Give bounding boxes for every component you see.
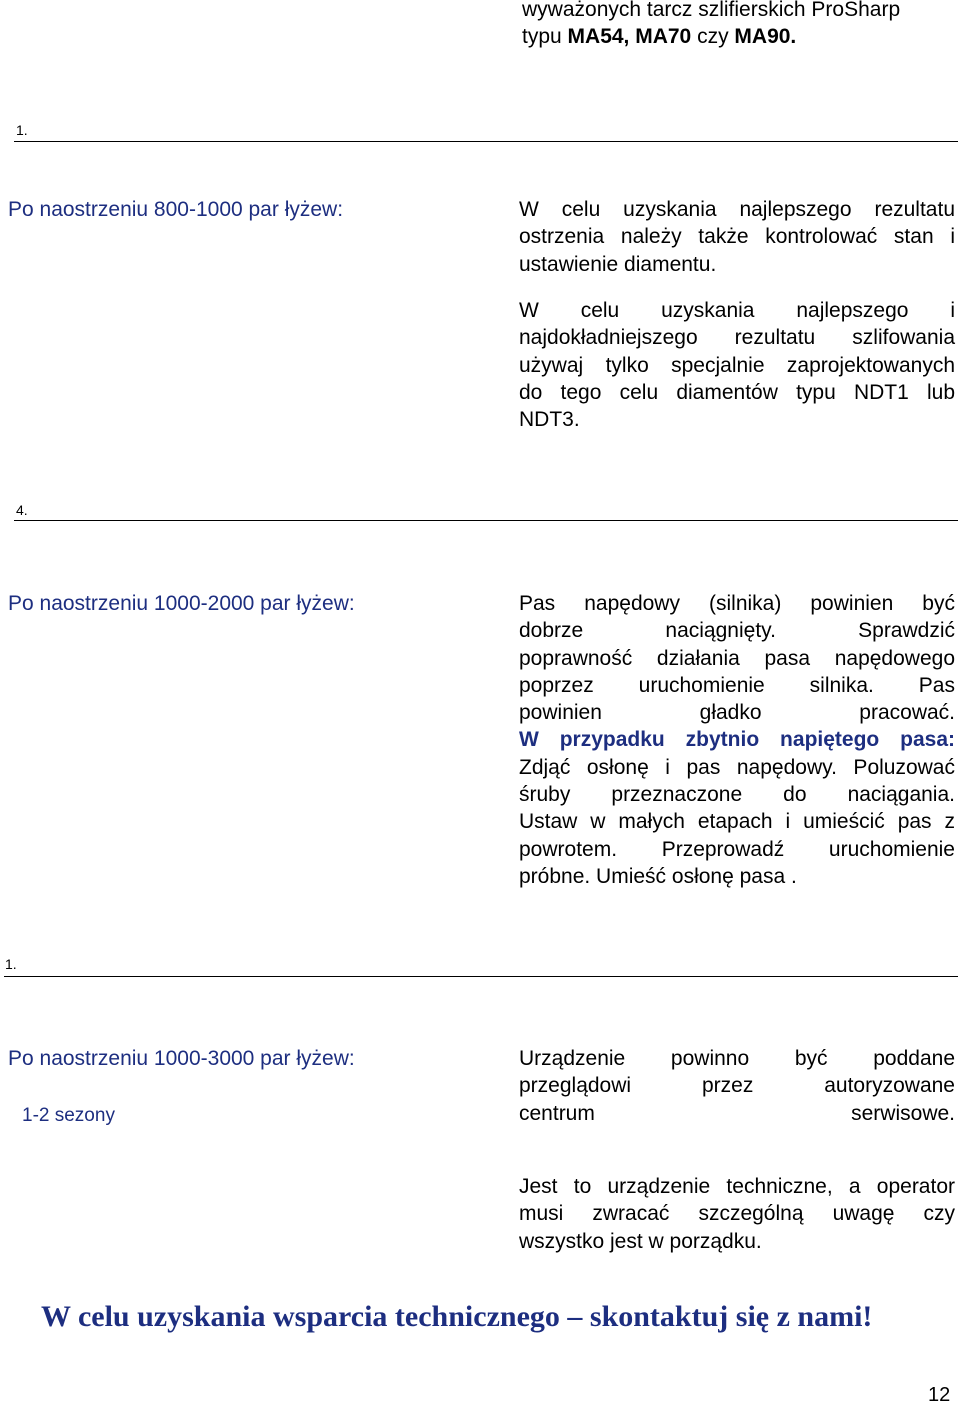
section-1a-paragraph-1: W celu uzyskania najlepszego rezultatu ostrzenia należy także kontrolować stan i ustawienie diamentu. [519, 198, 955, 276]
section-4-paragraph: Pas napędowy (silnika) powinien być dobrze naciągnięty. Sprawdzić poprawność działania pasa napędowego poprzez uruchomienie silnika. Pas powinien gładko pracować. W przypadku zbytnio napiętego pasa: Zdjąć osłonę i pas napędowy. Poluzować śruby przeznaczone do naciągania. Ustaw w małych etapach i umieścić pas z powrotem. Przeprowadź uruchomienie próbne. Umieść osłonę pasa . [519, 592, 955, 888]
continuation-line: wyważonych tarcz szlifierskich ProSharp [522, 0, 901, 21]
section-number: 4. [16, 502, 28, 518]
section-heading: Po naostrzeniu 1000-3000 par łyżew: [8, 1047, 355, 1070]
section-1a-paragraph-2: W celu uzyskania najlepszego i najdokładniejszego rezultatu szlifowania używaj tylko specjalnie zaprojektowanych do tego celu diamentów typu NDT1 lub NDT3. [519, 299, 955, 432]
model-ma90: MA90. [734, 25, 797, 49]
section-subheading: 1-2 sezony [22, 1105, 115, 1126]
section-1b-paragraph-1: Urządzenie powinno być poddane przeglądowi przez autoryzowane centrum serwisowe. [519, 1047, 955, 1125]
section-number: 1. [5, 956, 17, 972]
model-ma54-ma70: MA54, MA70 [567, 25, 692, 49]
section-divider [4, 976, 958, 977]
section-1b-paragraph-2: Jest to urządzenie techniczne, a operator musi zwracać szczególną uwagę czy wszystko jest w porządku. [519, 1175, 955, 1253]
top-continuation [522, 0, 900, 51]
continuation-line-models: typu MA54, MA70 czy MA90. [522, 25, 797, 49]
page-number: 12 [928, 1384, 951, 1406]
section-divider [14, 141, 958, 142]
support-banner: W celu uzyskania wsparcia technicznego – skontaktuj się z nami! [41, 1300, 873, 1333]
belt-warning: W przypadku zbytnio napiętego pasa: [519, 728, 955, 752]
section-heading: Po naostrzeniu 800-1000 par łyżew: [8, 198, 344, 221]
section-divider [14, 520, 958, 521]
section-heading: Po naostrzeniu 1000-2000 par łyżew: [8, 592, 355, 615]
section-number: 1. [16, 122, 28, 138]
